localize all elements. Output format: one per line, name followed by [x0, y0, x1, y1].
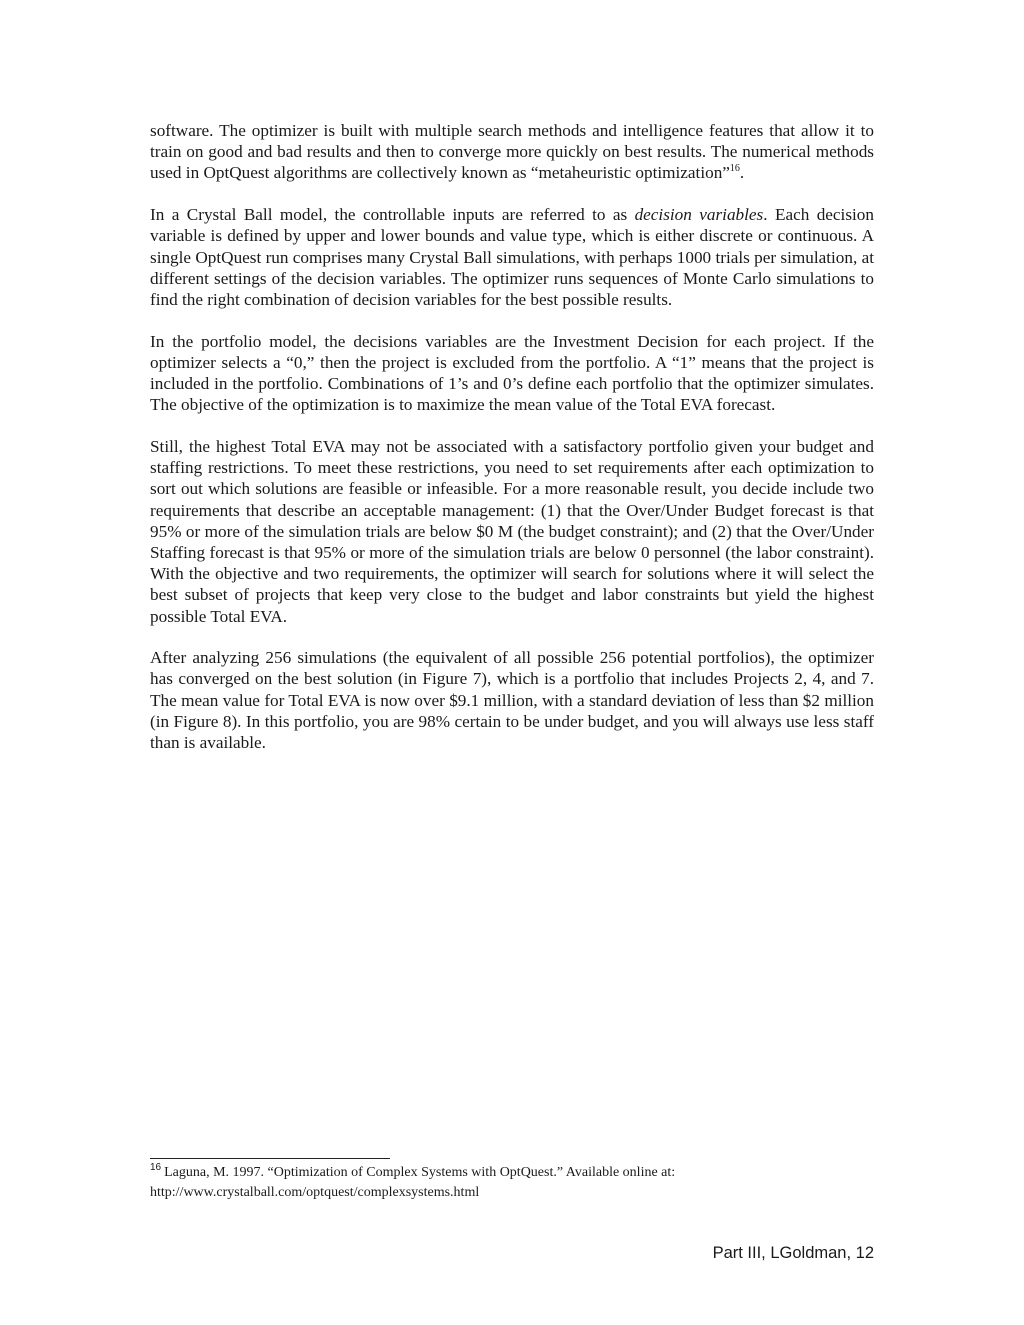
- footnote-citation: [150, 1163, 874, 1183]
- footnote-marker: 16: [150, 1162, 162, 1173]
- paragraph-decision-variables: [150, 204, 874, 310]
- paragraph-text: In a Crystal Ball model, the controllable inputs are referred to as: [150, 205, 635, 225]
- footnote-reference[interactable]: 16: [729, 163, 740, 175]
- footnote-text: Laguna, M. 1997. “Optimization of Complex Systems with OptQuest.” Available online at:: [164, 1165, 676, 1180]
- paragraph-requirements: Still, the highest Total EVA may not be associated with a satisfactory portfolio given your budget and staffing restrictions. To meet these restrictions, you need to set requirements after each optimization to sort out which solutions are feasible or infeasible. For a more reasonable result, you decide include two requirements that describe an acceptable management: (1) that the Over/Under Budget forecast is that 95% or more of the simulation trials are below $0 M (the budget constraint); and (2) that the Over/Under Staffing forecast is that 95% or more of the simulation trials are below 0 personnel (the labor constraint). With the objective and two requirements, the optimizer will search for solutions where it will select the best subset of projects that keep very close to the budget and labor constraints but yield the highest possible Total EVA.: [150, 436, 874, 626]
- paragraph-portfolio-model: In the portfolio model, the decisions variables are the Investment Decision for each project. If the optimizer selects a “0,” then the project is excluded from the portfolio. A “1” means that the project is included in the portfolio. Combinations of 1’s and 0’s define each portfolio that the optimizer simulates. The objective of the optimization is to maximize the mean value of the Total EVA forecast.: [150, 331, 874, 415]
- paragraph-optimizer-overview: [150, 120, 874, 184]
- emphasized-term: decision variables: [634, 205, 764, 225]
- footnote-url[interactable]: http://www.crystalball.com/optquest/complexsystems.html: [150, 1185, 480, 1200]
- paragraph-text: software. The optimizer is built with multiple search methods and intelligence features that allow it to train on good and bad results and then to converge more quickly on best results. The numerical methods used in OptQuest algorithms are collectively known as “metaheuristic optimization”: [150, 121, 874, 183]
- page-footer: Part III, LGoldman, 12: [712, 1244, 874, 1262]
- document-body: [150, 120, 874, 774]
- paragraph-results: After analyzing 256 simulations (the equivalent of all possible 256 potential portfolios), the optimizer has converged on the best solution (in Figure 7), which is a portfolio that includes Projects 2, 4, and 7. The mean value for Total EVA is now over $9.1 million, with a standard deviation of less than $2 million (in Figure 8). In this portfolio, you are 98% certain to be under budget, and you will always use less staff than is available.: [150, 648, 874, 753]
- paragraph-text: .: [739, 163, 745, 183]
- footnote: [150, 1163, 874, 1203]
- footnote-divider: [150, 1158, 390, 1159]
- paragraph-text: . Each decision variable is defined by upper and lower bounds and value type, which is either discrete or continuous. A single OptQuest run comprises many Crystal Ball simulations, with perhaps 1000 trials per simulation, at different settings of the decision variables. The optimizer runs sequences of Monte Carlo simulations to find the right combination of decision variables for the best possible results.: [150, 205, 874, 309]
